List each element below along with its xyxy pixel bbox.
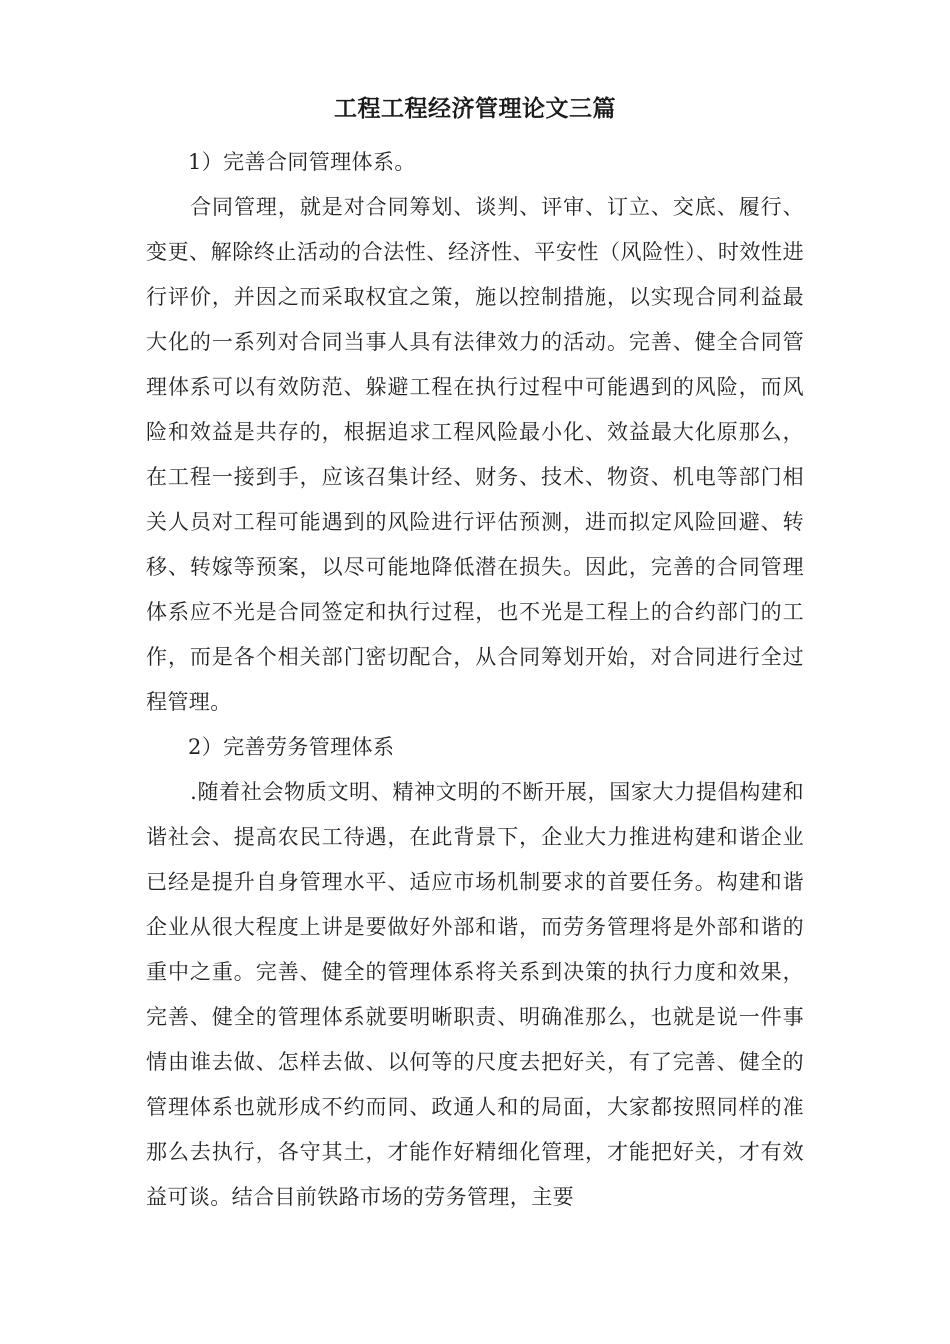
paragraph-labor-management: .随着社会物质文明、精神文明的不断开展，国家大力提倡构建和谐社会、提高农民工待遇，在此背景下，企业大力推进构建和谐企业已经是提升自身管理水平、适应市场机制要求的首要任务。构建和谐企业从很大程度上讲是要做好外部和谐，而劳务管理将是外部和谐的重中之重。完善、健全的管理体系将关系到决策的执行力度和效果，完善、健全的管理体系就要明晰职责、明确准那么，也就是说一件事情由谁去做、怎样去做、以何等的尺度去把好关，有了完善、健全的管理体系也就形成不约而同、政通人和的局面，大家都按照同样的准那么去执行，各守其土，才能作好精细化管理，才能把好关，才有效益可谈。结合目前铁路市场的劳务管理，主要: [146, 780, 804, 1209]
document-title: 工程工程经济管理论文三篇: [334, 96, 616, 122]
section-heading-labor: 2）完善劳务管理体系: [188, 735, 395, 759]
section-heading-contract: 1）完善合同管理体系。: [188, 150, 416, 174]
paragraph-contract-management: 合同管理，就是对合同筹划、谈判、评审、订立、交底、履行、变更、解除终止活动的合法性、经济性、平安性（风险性）、时效性进行评价，并因之而采取权宜之策，施以控制措施，以实现合同利益最大化的一系列对合同当事人具有法律效力的活动。完善、健全合同管理体系可以有效防范、躲避工程在执行过程中可能遇到的风险，而风险和效益是共存的，根据追求工程风险最小化、效益最大化原那么，在工程一接到手，应该召集计经、财务、技术、物资、机电等部门相关人员对工程可能遇到的风险进行评估预测，进而拟定风险回避、转移、转嫁等预案，以尽可能地降低潜在损失。因此，完善的合同管理体系应不光是合同签定和执行过程，也不光是工程上的合约部门的工作，而是各个相关部门密切配合，从合同筹划开始，对合同进行全过程管理。: [146, 195, 804, 714]
document-body: [146, 140, 804, 1220]
